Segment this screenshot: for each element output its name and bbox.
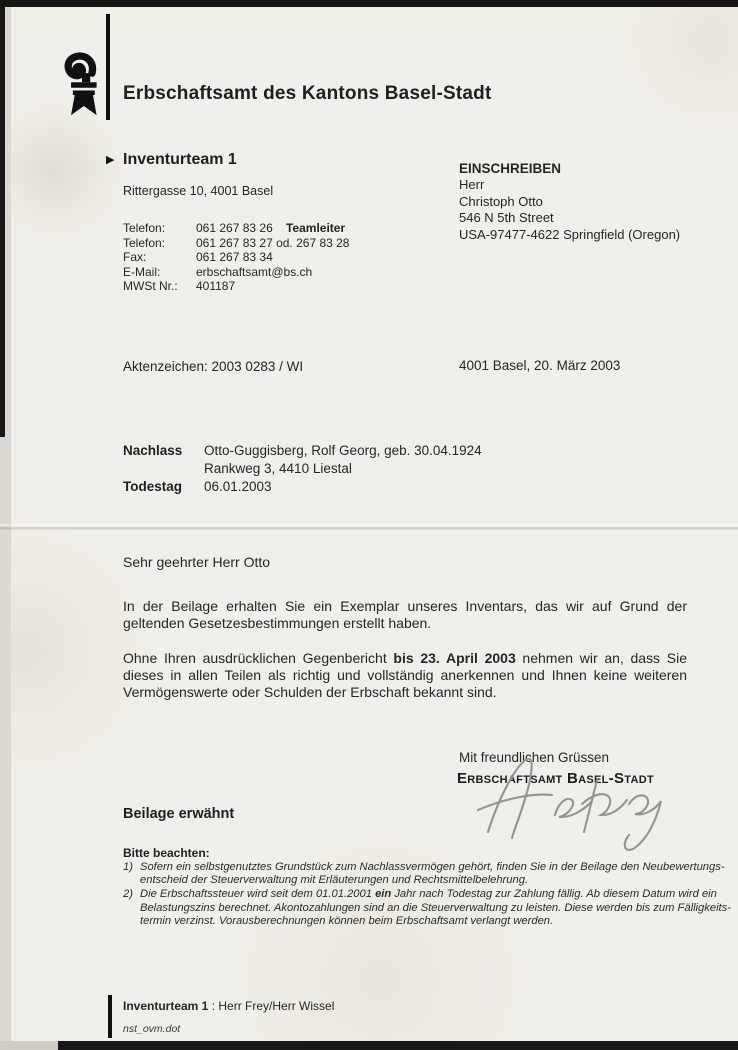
contact-row-mwst [123, 279, 349, 294]
notes-heading: Bitte beachten: [123, 846, 210, 860]
closing-office-name: Erbschaftsamt Basel-Stadt [457, 770, 655, 787]
sender-contact-list [123, 221, 349, 294]
footer-team-name: Inventurteam 1 [123, 999, 209, 1013]
recipient-line: Christoph Otto [459, 193, 543, 209]
nachlass-label: Nachlass [123, 443, 183, 458]
closing-greeting: Mit freundlichen Grüssen [459, 750, 610, 765]
footnote-line: entscheid der Steuerverwaltung mit Erläuterungen und Rechtsmittelbelehrung. [140, 874, 529, 887]
footnote-line: Belastungszins berechnet. Akontozahlungen sind an die Steuerverwaltung zu leisten. Diese werden bis zum Fälligkeits- [140, 901, 731, 914]
contact-row-fax [123, 250, 349, 265]
contact-row-telefon-1 [123, 221, 349, 236]
contact-label: Telefon: [123, 221, 166, 235]
contact-label: E-Mail: [123, 264, 161, 279]
footer-team-line [123, 999, 334, 1013]
nachlass-row [123, 442, 482, 460]
body-paragraph-2 [123, 650, 687, 700]
todestag-value: 06.01.2003 [204, 479, 272, 494]
scan-edge-bottom-corner [0, 1041, 58, 1050]
recipient-line: USA-97477-4622 Springfield (Oregon) [459, 226, 681, 242]
footnote-number: 2) [123, 888, 133, 901]
header-divider-bar [106, 14, 110, 120]
salutation: Sehr geehrter Herr Otto [123, 554, 271, 570]
body-paragraph-1: In der Beilage erhalten Sie ein Exemplar unseres Inventars, das wir auf Grund der geltenden Gesetzesbestimmungen erstellt haben. [123, 598, 687, 631]
footer-team-members: : Herr Frey/Herr Wissel [208, 999, 335, 1013]
page-title: Erbschaftsamt des Kantons Basel-Stadt [123, 83, 492, 104]
scan-edge-left-black [0, 0, 5, 437]
nachlass-label-spacer [123, 460, 204, 478]
nachlass-row-2 [123, 460, 482, 478]
paper-fold-crease [0, 524, 738, 532]
footnote-line: Sofern ein selbstgenutztes Grundstück zum Nachlassvermögen gehört, finden Sie in der Beilage den Neubewertungs- [140, 861, 725, 873]
basel-coat-of-arms-icon [61, 52, 103, 123]
footnote-number: 1) [123, 861, 133, 873]
delivery-method: EINSCHREIBEN [459, 161, 562, 176]
footnote-line-text: Die Erbschaftssteuer wird seit dem 01.01.2001 [140, 888, 376, 901]
footnote-text [140, 888, 731, 928]
nachlass-value-line1: Otto-Guggisberg, Rolf Georg, geb. 30.04.1924 [204, 443, 482, 458]
contact-label: Telefon: [123, 235, 166, 250]
contact-value: 061 267 83 26 [196, 221, 273, 235]
scan-edge-top [0, 0, 738, 7]
contact-value: 061 267 83 27 od. 267 83 28 [196, 235, 350, 250]
recipient-line: Herr [459, 177, 485, 193]
enclosure-note: Beilage erwähnt [123, 806, 235, 822]
footnote-text [140, 861, 725, 887]
footnote-2 [123, 888, 731, 928]
sender-address: Rittergasse 10, 4001 Basel [123, 184, 274, 198]
contact-label: Fax: [123, 250, 147, 265]
contact-note: Teamleiter [286, 221, 346, 235]
contact-value: erbschaftsamt@bs.ch [196, 264, 313, 279]
contact-value: 061 267 83 34 [196, 250, 273, 265]
file-reference: Aktenzeichen: 2003 0283 / WI [123, 359, 304, 374]
contact-row-telefon-2 [123, 236, 349, 251]
handwritten-signature-icon [462, 752, 692, 857]
footnote-line-text: Jahr nach Todestag zur Zahlung fällig. Ab diesem Datum wird ein [391, 888, 717, 901]
contact-label: MWSt Nr.: [123, 279, 178, 294]
footer-template-filename: nst_ovm.dot [123, 1023, 181, 1035]
todestag-row [123, 478, 482, 496]
contact-value: 401187 [196, 279, 236, 294]
paragraph2-deadline: bis 23. April 2003 [393, 650, 516, 666]
recipient-line: 546 N 5th Street [459, 210, 554, 226]
estate-info-block [123, 442, 482, 496]
footnote-line [140, 888, 731, 901]
right-pointing-triangle-icon: ▶ [106, 154, 115, 166]
footnotes-block [123, 861, 731, 929]
footnote-line: termin verzinst. Vorausberechnungen können beim Erbschaftsamt verlangt werden. [140, 914, 554, 927]
paragraph2-text: nehmen wir an, dass Sie dieses in allen Teilen als richtig und vollständig anerkennen und Ihnen keine weiteren Vermögenswerte oder Schulden der Erbschaft bekannt sind. [123, 650, 687, 700]
sender-team-name: Inventurteam 1 [123, 151, 237, 168]
recipient-address-block [459, 161, 680, 243]
place-and-date: 4001 Basel, 20. März 2003 [459, 358, 621, 373]
todestag-label: Todestag [123, 479, 183, 494]
footnote-line-bold: ein [375, 888, 392, 901]
paragraph2-text: Ohne Ihren ausdrücklichen Gegenbericht [123, 650, 394, 666]
footer-divider-bar [108, 995, 112, 1038]
footnote-1 [123, 861, 731, 887]
scan-edge-bottom [0, 1041, 738, 1050]
nachlass-value-line2: Rankweg 3, 4410 Liestal [204, 461, 352, 476]
contact-row-email [123, 265, 349, 280]
